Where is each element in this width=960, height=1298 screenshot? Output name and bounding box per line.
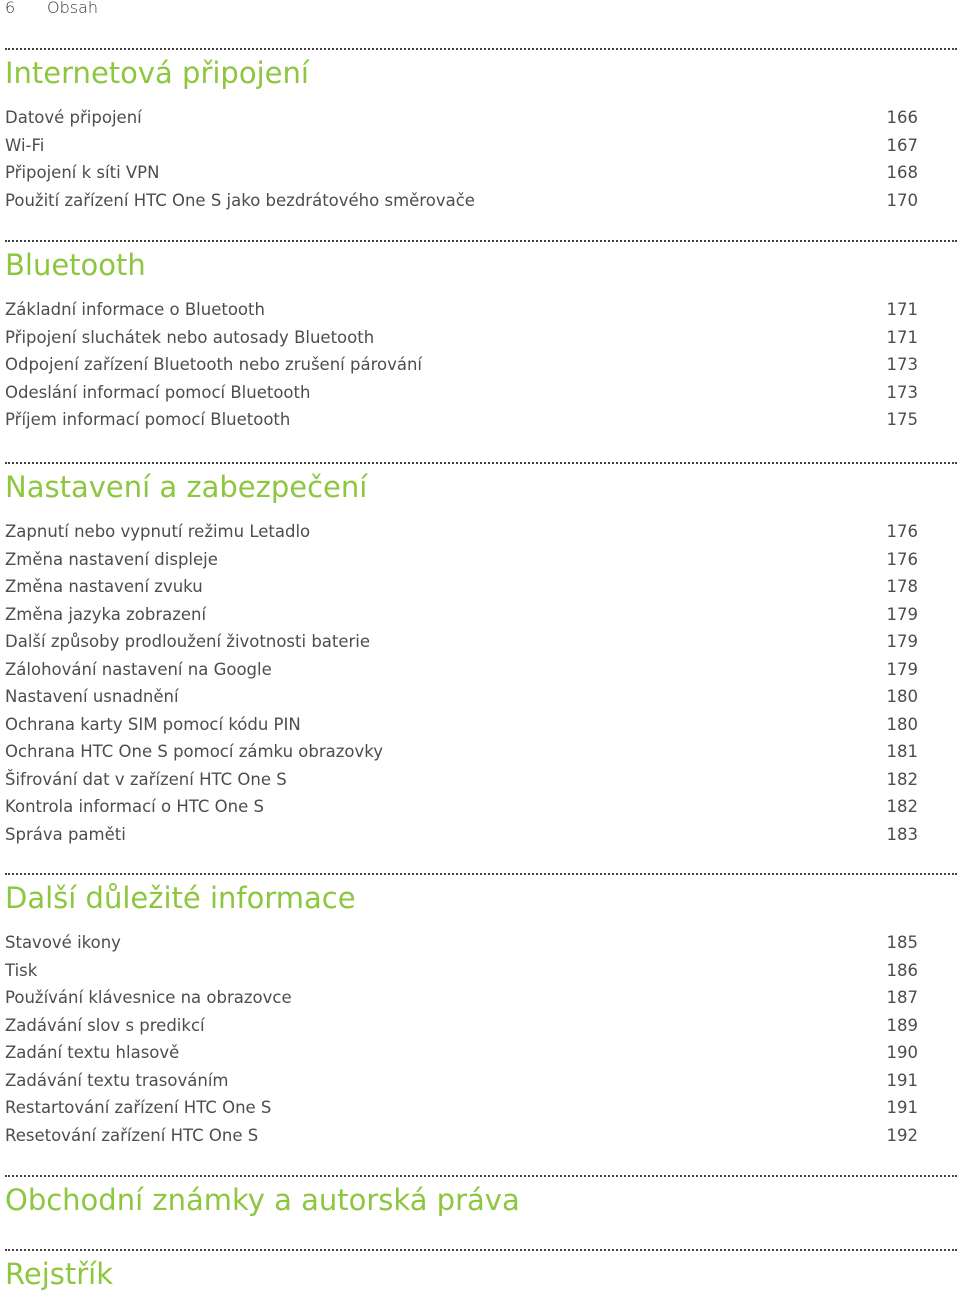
toc-entry[interactable] [5, 1095, 918, 1121]
toc-entry[interactable] [5, 380, 918, 406]
toc-entry-page-number: 180 [886, 687, 918, 706]
toc-entry-label: Změna nastavení zvuku [5, 577, 203, 596]
toc-entry[interactable] [5, 1013, 918, 1039]
toc-entry-page-number: 175 [886, 410, 918, 429]
section-title[interactable]: Obchodní známky a autorská práva [5, 1183, 520, 1217]
toc-entry-label: Další způsoby prodloužení životnosti baterie [5, 632, 371, 651]
toc-entry[interactable] [5, 297, 918, 323]
toc-entry-page-number: 182 [886, 769, 918, 789]
toc-entry-label: Zapnutí nebo vypnutí režimu Letadlo [5, 522, 311, 541]
toc-entry-page-number: 182 [886, 797, 918, 816]
toc-entry-label: Používání klávesnice na obrazovce [5, 988, 292, 1007]
toc-entry[interactable] [5, 684, 918, 710]
section-divider [5, 873, 957, 875]
toc-entry-page-number: 189 [886, 1015, 918, 1035]
toc-entry-page-number: 167 [886, 135, 918, 155]
toc-entry[interactable] [5, 629, 918, 655]
toc-entry-label: Odeslání informací pomocí Bluetooth [5, 382, 311, 402]
toc-entry-page-number: 179 [886, 604, 918, 624]
toc-entry-label: Datové připojení [5, 108, 142, 127]
section-divider [5, 1249, 957, 1251]
toc-entry-label: Připojení sluchátek nebo autosady Bluetooth [5, 327, 375, 347]
toc-entry[interactable] [5, 574, 918, 600]
toc-entry-label: Správa paměti [5, 824, 126, 844]
toc-entry-page-number: 191 [886, 1098, 918, 1117]
toc-entry[interactable] [5, 160, 918, 186]
toc-entry-label: Resetování zařízení HTC One S [5, 1125, 259, 1145]
toc-entry-label: Zadání textu hlasově [5, 1043, 180, 1062]
toc-entry-page-number: 179 [886, 659, 918, 679]
page-header [5, 0, 98, 18]
toc-entry-label: Zadávání slov s predikcí [5, 1015, 205, 1035]
toc-entry-label: Příjem informací pomocí Bluetooth [5, 410, 291, 429]
toc-entry-page-number: 180 [886, 714, 918, 734]
section-title[interactable]: Nastavení a zabezpečení [5, 470, 368, 504]
toc-entry[interactable] [5, 1040, 918, 1066]
section-title[interactable]: Rejstřík [5, 1257, 113, 1291]
toc-entry[interactable] [5, 767, 918, 793]
toc-entry-page-number: 173 [886, 382, 918, 402]
toc-entry[interactable] [5, 794, 918, 820]
toc-entry-page-number: 183 [886, 824, 918, 844]
toc-entry-label: Změna nastavení displeje [5, 549, 218, 569]
toc-entry-label: Nastavení usnadnění [5, 687, 179, 706]
toc-entry-label: Odpojení zařízení Bluetooth nebo zrušení párování [5, 355, 423, 374]
section-divider [5, 240, 957, 242]
section-divider [5, 48, 957, 50]
toc-entry-page-number: 171 [886, 327, 918, 347]
toc-entry-label: Použití zařízení HTC One S jako bezdrátového směrovače [5, 190, 475, 210]
toc-entry-label: Tisk [5, 960, 38, 980]
toc-entry-label: Zadávání textu trasováním [5, 1070, 229, 1090]
toc-entry-page-number: 168 [886, 163, 918, 182]
toc-entry[interactable] [5, 657, 918, 683]
toc-entry-label: Připojení k síti VPN [5, 163, 160, 182]
toc-entry[interactable] [5, 407, 918, 433]
toc-entry-page-number: 176 [886, 522, 918, 541]
toc-entry[interactable] [5, 352, 918, 378]
toc-entry-page-number: 171 [886, 300, 918, 319]
toc-entry[interactable] [5, 325, 918, 351]
toc-entry[interactable] [5, 822, 918, 848]
toc-entry-page-number: 170 [886, 190, 918, 210]
toc-entry-label: Wi-Fi [5, 135, 45, 155]
toc-entry[interactable] [5, 930, 918, 956]
toc-entry-page-number: 166 [886, 108, 918, 127]
toc-entry-page-number: 187 [886, 988, 918, 1007]
toc-entry-page-number: 181 [886, 742, 918, 761]
toc-entry-page-number: 178 [886, 577, 918, 596]
toc-entry-label: Ochrana karty SIM pomocí kódu PIN [5, 714, 301, 734]
toc-entry-label: Restartování zařízení HTC One S [5, 1098, 272, 1117]
toc-entry-page-number: 176 [886, 549, 918, 569]
toc-entry[interactable] [5, 547, 918, 573]
section-divider [5, 1175, 957, 1177]
toc-entry-page-number: 192 [886, 1125, 918, 1145]
toc-entry[interactable] [5, 712, 918, 738]
toc-entry[interactable] [5, 958, 918, 984]
toc-entry[interactable] [5, 1068, 918, 1094]
toc-entry-label: Stavové ikony [5, 933, 121, 952]
toc-entry-label: Základní informace o Bluetooth [5, 300, 265, 319]
toc-entry[interactable] [5, 133, 918, 159]
toc-entry[interactable] [5, 602, 918, 628]
toc-entry[interactable] [5, 188, 918, 214]
toc-entry-page-number: 191 [886, 1070, 918, 1090]
section-title[interactable]: Další důležité informace [5, 881, 356, 915]
toc-entry-page-number: 185 [886, 933, 918, 952]
toc-entry-page-number: 186 [886, 960, 918, 980]
section-divider [5, 462, 957, 464]
toc-entry[interactable] [5, 519, 918, 545]
section-title[interactable]: Bluetooth [5, 248, 146, 282]
toc-entry[interactable] [5, 1123, 918, 1149]
toc-entry-page-number: 179 [886, 632, 918, 651]
toc-entry[interactable] [5, 985, 918, 1011]
toc-entry-label: Změna jazyka zobrazení [5, 604, 207, 624]
toc-entry-label: Šifrování dat v zařízení HTC One S [5, 769, 287, 789]
toc-entry[interactable] [5, 105, 918, 131]
toc-entry-page-number: 190 [886, 1043, 918, 1062]
toc-entry-label: Kontrola informací o HTC One S [5, 797, 264, 816]
page-number: 6 [5, 0, 16, 17]
page-header-title: Obsah [47, 0, 99, 17]
toc-entry[interactable] [5, 739, 918, 765]
toc-entry-label: Zálohování nastavení na Google [5, 659, 272, 679]
section-title[interactable]: Internetová připojení [5, 56, 309, 90]
toc-entry-page-number: 173 [886, 355, 918, 374]
toc-entry-label: Ochrana HTC One S pomocí zámku obrazovky [5, 742, 384, 761]
